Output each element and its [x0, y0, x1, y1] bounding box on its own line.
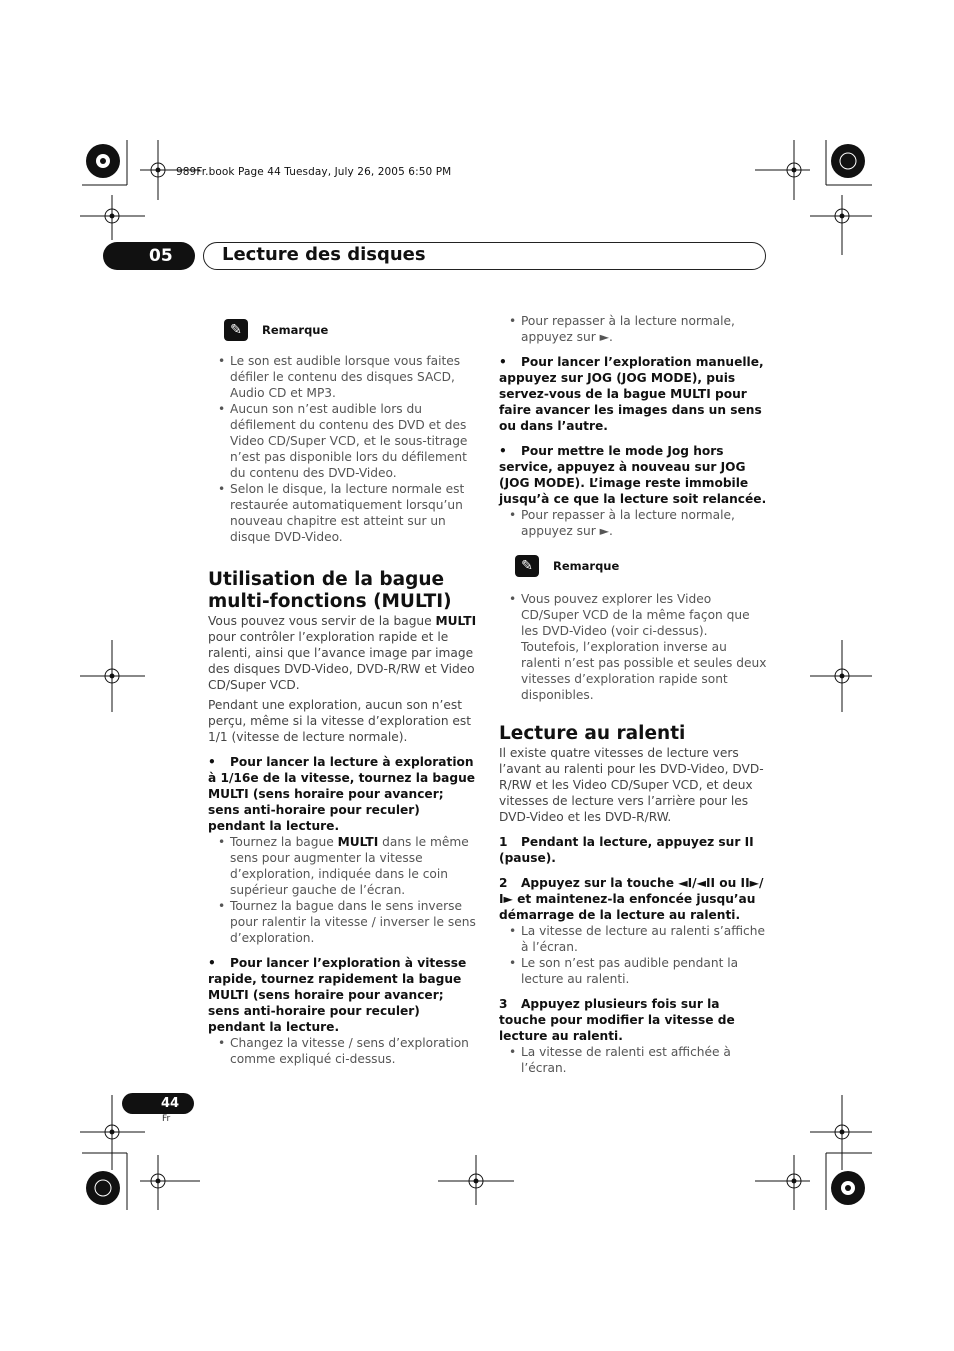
section-title-slow: Lecture au ralenti — [499, 723, 686, 744]
note-label: Remarque — [553, 559, 620, 573]
sub-bullet: • Pour repasser à la lecture normale, appuyez sur ►. — [499, 313, 769, 345]
print-header: 989Fr.book Page 44 Tuesday, July 26, 2005 6:50 PM — [176, 166, 452, 178]
intro-text: Vous pouvez vous servir de la bague — [208, 614, 436, 628]
page-number: 44 — [160, 1096, 180, 1111]
chapter-number: 05 — [149, 246, 173, 266]
step-item — [499, 834, 769, 866]
step-text: Appuyez plusieurs fois sur la touche pour modifier la vitesse de lecture au ralenti. — [499, 997, 735, 1043]
instruction-text: Pour mettre le mode Jog hors service, appuyez à nouveau sur JOG (JOG MODE). L’image reste immobile jusqu’à ce que la lecture soit relancée. — [499, 444, 767, 506]
chapter-title: Lecture des disques — [222, 244, 426, 265]
sub-bullet: • Tournez la bague dans le sens inverse pour ralentir la vitesse / inverser le sens d’exploration. — [208, 898, 478, 946]
sub-bullet: • Changez la vitesse / sens d’exploration comme expliqué ci-dessus. — [208, 1035, 478, 1067]
sub-bullet: • Le son n’est pas audible pendant la lecture au ralenti. — [499, 955, 769, 987]
instruction-text: Pour lancer l’exploration manuelle, appuyez sur JOG (JOG MODE), puis servez-vous de la bague MULTI pour faire avancer les images dans un sens ou dans l’autre. — [499, 355, 764, 433]
sub-text: Tournez la bague — [230, 835, 338, 849]
pencil-icon: ✎ — [224, 319, 248, 341]
step-number: 2 — [499, 876, 508, 890]
instruction-item: • Pour mettre le mode Jog hors service, appuyez à nouveau sur JOG (JOG MODE). L’image reste immobile jusqu’à ce que la lecture soit relancée. — [499, 444, 767, 506]
sub-bullet: • La vitesse de ralenti est affichée à l’écran. — [499, 1044, 769, 1076]
step-text: Appuyez sur la touche ◄I/◄II ou II►/ I► et maintenez-la enfoncée jusqu’au démarrage de la lecture au ralenti. — [499, 876, 764, 922]
step-number: 1 — [499, 835, 508, 849]
step-text: Pendant la lecture, appuyez sur II (pause). — [499, 835, 754, 865]
intro-paragraph — [208, 613, 478, 693]
intro-paragraph: Il existe quatre vitesses de lecture vers l’avant au ralenti pour les DVD-Video, DVD-R/RW et les Video CD/Super VCD, et deux vitesses de lecture vers l’arrière pour les DVD-Video et les DVD-R/RW. — [499, 746, 764, 824]
sub-bold: MULTI — [337, 835, 379, 849]
instruction-text: Pour lancer l’exploration à vitesse rapide, tournez rapidement la bague MULTI (sens horaire pour avancer; sens anti-horaire pour reculer) pendant la lecture. — [208, 956, 467, 1034]
page-number-badge — [122, 1093, 194, 1114]
note-bullet: • Vous pouvez explorer les Video CD/Super VCD de la même façon que les DVD-Video (voir ci-dessus). Toutefois, l’exploration inverse au ralenti n’est pas possible et seules deux vitesses d’exploration rapide sont disponibles. — [499, 591, 769, 703]
instruction-item: • Pour lancer l’exploration à vitesse rapide, tournez rapidement la bague MULTI (sens horaire pour avancer; sens anti-horaire pour reculer) pendant la lecture. — [208, 956, 467, 1034]
sub-bullet: • Pour repasser à la lecture normale, appuyez sur ►. — [499, 507, 769, 539]
pencil-icon: ✎ — [515, 555, 539, 577]
step-item — [499, 996, 769, 1044]
step-number: 3 — [499, 997, 508, 1011]
instruction-item: • Pour lancer l’exploration manuelle, appuyez sur JOG (JOG MODE), puis servez-vous de la bague MULTI pour faire avancer les images dans un sens ou dans l’autre. — [499, 355, 764, 433]
paragraph: Pendant une exploration, aucun son n’est perçu, même si la vitesse d’exploration est 1/1 (vitesse de lecture normale). — [208, 698, 472, 744]
note-label: Remarque — [262, 323, 329, 337]
chapter-number-badge — [103, 242, 195, 270]
left-column — [208, 319, 478, 1067]
language-label: Fr — [162, 1114, 171, 1124]
sub-text: dans le même sens pour augmenter la vitesse d’exploration, indiquée dans le coin supérieur gauche de l’écran. — [230, 835, 469, 897]
intro-text: pour contrôler l’exploration rapide et le ralenti, ainsi que l’avance image par image des disques DVD-Video, DVD-R/RW et Video CD/Super VCD. — [208, 630, 475, 692]
instruction-text: Pour lancer la lecture à exploration à 1/16e de la vitesse, tournez la bague MULTI (sens horaire pour avancer; sens anti-horaire pour reculer) pendant la lecture. — [208, 755, 476, 833]
note-header — [515, 555, 769, 577]
instruction-item: • Pour lancer la lecture à exploration à 1/16e de la vitesse, tournez la bague MULTI (sens horaire pour avancer; sens anti-horaire pour reculer) pendant la lecture. — [208, 755, 476, 833]
intro-bold: MULTI — [435, 614, 477, 628]
section-title-multi: Utilisation de la bague multi-fonctions (MULTI) — [208, 569, 452, 612]
note-header — [224, 319, 478, 341]
sub-bullet — [208, 834, 478, 898]
note-bullet: • Selon le disque, la lecture normale est restaurée automatiquement lorsqu’un nouveau chapitre est atteint sur un disque DVD-Video. — [208, 481, 478, 545]
step-item — [499, 875, 769, 923]
note-bullet: • Aucun son n’est audible lors du défilement du contenu des DVD et des Video CD/Super VCD, et le sous-titrage n’est pas disponible lors du défilement du contenu des DVD-Video. — [208, 401, 478, 481]
right-column — [499, 313, 769, 1076]
note-bullet: • Le son est audible lorsque vous faites défiler le contenu des disques SACD, Audio CD et MP3. — [208, 353, 478, 401]
sub-bullet: • La vitesse de lecture au ralenti s’affiche à l’écran. — [499, 923, 769, 955]
